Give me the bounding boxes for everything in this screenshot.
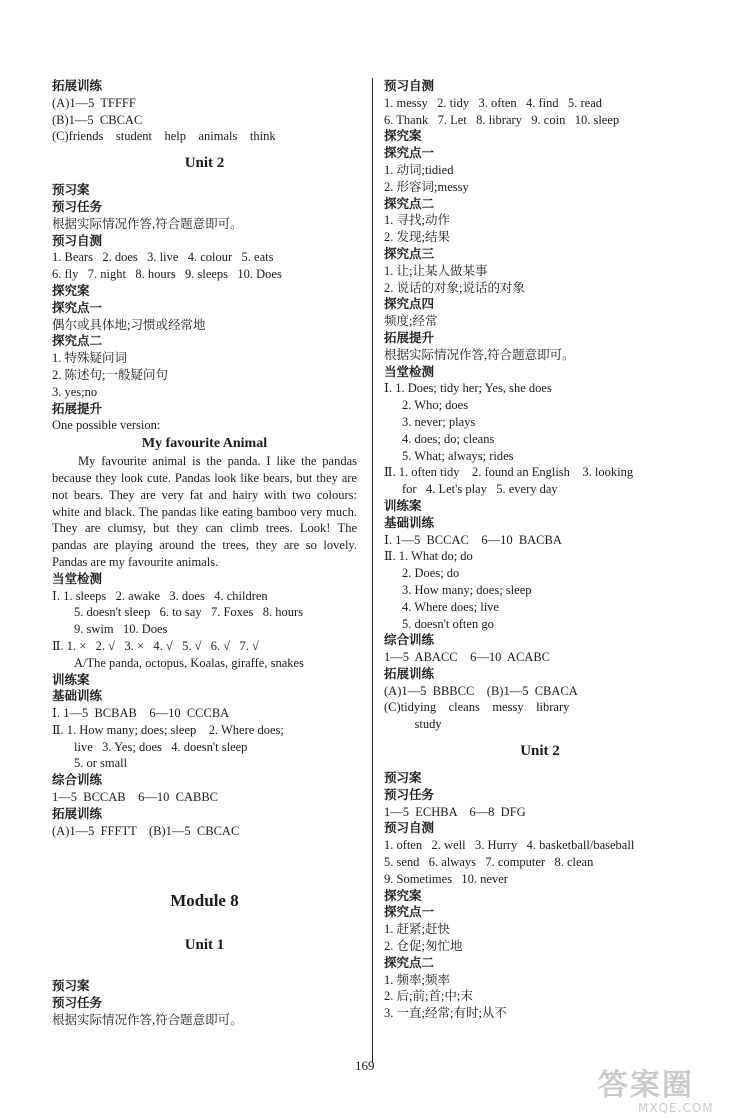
answer-line: 2. 后;前;首;中;末	[384, 989, 473, 1004]
answer-line: (A)1—5 FFFTT (B)1—5 CBCAC	[52, 823, 240, 838]
answer-line: 3. never; plays	[402, 414, 476, 429]
answer-line: 4. does; do; cleans	[402, 431, 495, 446]
answer-line: Ⅱ. 1. often tidy 2. found an English 3. looking	[384, 465, 634, 480]
section-heading: 预习任务	[52, 198, 103, 214]
answer-line: 1. messy 2. tidy 3. often 4. find 5. read	[384, 95, 603, 110]
answer-line: (B)1—5 CBCAC	[52, 112, 143, 127]
section-heading: 预习案	[384, 770, 422, 786]
section-heading: 基础训练	[384, 514, 435, 530]
section-heading: 训练案	[52, 671, 90, 687]
answer-line: 3. yes;no	[52, 384, 98, 399]
answer-line: 2. 发现;结果	[384, 230, 450, 245]
answer-line: 2. 形容词;messy	[384, 179, 469, 194]
section-heading: 当堂检测	[52, 570, 103, 586]
answer-line: 1—5 BCCAB 6—10 CABBC	[52, 790, 219, 805]
answer-line: 3. How many; does; sleep	[402, 582, 532, 597]
watermark-logo	[598, 1070, 746, 1116]
section-heading: 探究案	[384, 128, 422, 144]
section-heading: 预习案	[52, 182, 90, 198]
answer-line: study	[402, 717, 442, 732]
section-heading: 预习案	[52, 978, 90, 994]
section-heading: 预习自测	[384, 78, 435, 93]
section-heading: 训练案	[384, 497, 422, 513]
section-heading: 探究点三	[384, 245, 435, 261]
answer-line: 1. Bears 2. does 3. live 4. colour 5. eats	[52, 250, 274, 265]
section-heading: 探究点四	[384, 296, 435, 312]
column-divider	[372, 78, 373, 1063]
answer-line: Ⅱ. 1. How many; does; sleep 2. Where does;	[52, 722, 284, 737]
section-heading: 拓展训练	[384, 665, 435, 681]
section-heading: 探究点二	[52, 333, 103, 349]
section-heading: 拓展训练	[52, 78, 103, 93]
answer-line: 1—5 ECHBA 6—8 DFG	[384, 804, 526, 819]
answer-line: 6. fly 7. night 8. hours 9. sleeps 10. Does	[52, 267, 282, 282]
unit-heading: Unit 2	[184, 155, 225, 172]
answer-line: Ⅰ. 1—5 BCCAC 6—10 BACBA	[384, 532, 562, 547]
section-heading: 当堂检测	[384, 363, 435, 379]
essay-title: My favourite Animal	[141, 436, 268, 452]
answer-line: A/The panda, octopus, Koalas, giraffe, snakes	[74, 655, 304, 670]
answer-line: 偶尔或具体地;习惯或经常地	[52, 317, 206, 332]
answer-line: 2. Who; does	[402, 398, 469, 413]
answer-line: 6. Thank 7. Let 8. library 9. coin 10. sleep	[384, 112, 620, 127]
answer-line: Ⅱ. 1. × 2. √ 3. × 4. √ 5. √ 6. √ 7. √	[52, 638, 259, 653]
section-heading: 拓展训练	[52, 805, 103, 821]
answer-line: 2. Does; do	[402, 566, 460, 581]
answer-line: 1. 频率;频率	[384, 972, 450, 987]
answer-line: 1. 动词;tidied	[384, 162, 454, 177]
right-column	[384, 78, 696, 1022]
section-heading: 探究案	[384, 887, 422, 903]
section-heading: 探究点一	[52, 299, 103, 315]
answer-line: 3. 一直;经常;有时;从不	[384, 1006, 507, 1021]
answer-line: 4. Where does; live	[402, 599, 499, 614]
answer-line: Ⅰ. 1—5 BCBAB 6—10 CCCBA	[52, 706, 230, 721]
answer-line: 5. doesn't sleep 6. to say 7. Foxes 8. hours	[74, 605, 303, 620]
answer-line: 1. 让;让某人做某事	[384, 263, 488, 278]
answer-line: 5. doesn't often go	[402, 616, 494, 631]
answer-line: 2. 陈述句;一般疑问句	[52, 367, 168, 382]
answer-line: live 3. Yes; does 4. doesn't sleep	[74, 739, 248, 754]
section-heading: 预习自测	[384, 820, 435, 836]
answer-line: (C)friends student help animals think	[52, 129, 276, 144]
watermark-url: MXQE.COM	[638, 1101, 714, 1115]
page-number: 169	[355, 1058, 375, 1073]
section-heading: 综合训练	[384, 632, 435, 648]
answer-line: Ⅰ. 1. Does; tidy her; Yes, she does	[384, 381, 552, 396]
answer-line: 1. often 2. well 3. Hurry 4. basketball/baseball	[384, 838, 635, 853]
essay-paragraph: My favourite animal is the panda. I like the pandas because they look cute. Pandas look like bears, but they are not bears. They are very fat and hairy with two colours: white and black. The pandas like eating bamboo very much. They are clumsy, but they can climb trees. Look! The pandas are playing around the trees, they are so lovely. Pandas are my favourite animals.	[52, 454, 357, 569]
answer-line: 1. 特殊疑问词	[52, 351, 128, 366]
section-heading: 探究点一	[384, 145, 435, 161]
spacer	[52, 964, 357, 978]
answer-line: 根据实际情况作答,符合题意即可。	[384, 347, 575, 362]
section-heading: 预习任务	[52, 995, 103, 1011]
answer-line: 5. or small	[74, 756, 128, 771]
answer-line: 1—5 ABACC 6—10 ACABC	[384, 650, 551, 665]
section-heading: 预习任务	[384, 786, 435, 802]
answer-line: 2. 说话的对象;说话的对象	[384, 280, 525, 295]
section-heading: 探究点二	[384, 195, 435, 211]
section-heading: 探究点二	[384, 954, 435, 970]
answer-line: Ⅰ. 1. sleeps 2. awake 3. does 4. children	[52, 588, 268, 603]
section-heading: 探究点一	[384, 904, 435, 920]
answer-line: One possible version:	[52, 418, 161, 433]
answer-line: 根据实际情况作答,符合题意即可。	[52, 216, 243, 231]
answer-line: 5. What; always; rides	[402, 448, 514, 463]
answer-line: 9. swim 10. Does	[74, 622, 168, 637]
answer-line: 5. send 6. always 7. computer 8. clean	[384, 855, 594, 870]
answer-line: (C)tidying cleans messy library	[384, 700, 570, 715]
section-heading: 综合训练	[52, 772, 103, 788]
answer-line: for 4. Let's play 5. every day	[402, 482, 558, 497]
section-heading: 预习自测	[52, 232, 103, 248]
section-heading: 探究案	[52, 282, 90, 298]
answer-line: (A)1—5 BBBCC (B)1—5 CBACA	[384, 683, 578, 698]
left-column	[52, 78, 357, 1029]
answer-line: (A)1—5 TFFFF	[52, 95, 136, 110]
watermark-text: 答案圈	[598, 1068, 694, 1103]
unit-heading: Unit 1	[184, 937, 225, 954]
answer-line: 2. 仓促;匆忙地	[384, 939, 463, 954]
answer-line: 根据实际情况作答,符合题意即可。	[52, 1013, 243, 1028]
answer-line: 1. 赶紧;赶快	[384, 922, 450, 937]
section-heading: 拓展提升	[52, 400, 103, 416]
module-heading: Module 8	[170, 891, 239, 911]
answer-line: 9. Sometimes 10. never	[384, 871, 508, 886]
answer-line: Ⅱ. 1. What do; do	[384, 549, 473, 564]
section-heading: 拓展提升	[384, 329, 435, 345]
unit-heading: Unit 2	[520, 743, 560, 760]
section-heading: 基础训练	[52, 688, 103, 704]
answer-line: 1. 寻找;动作	[384, 213, 450, 228]
answer-line: 频度;经常	[384, 314, 438, 329]
